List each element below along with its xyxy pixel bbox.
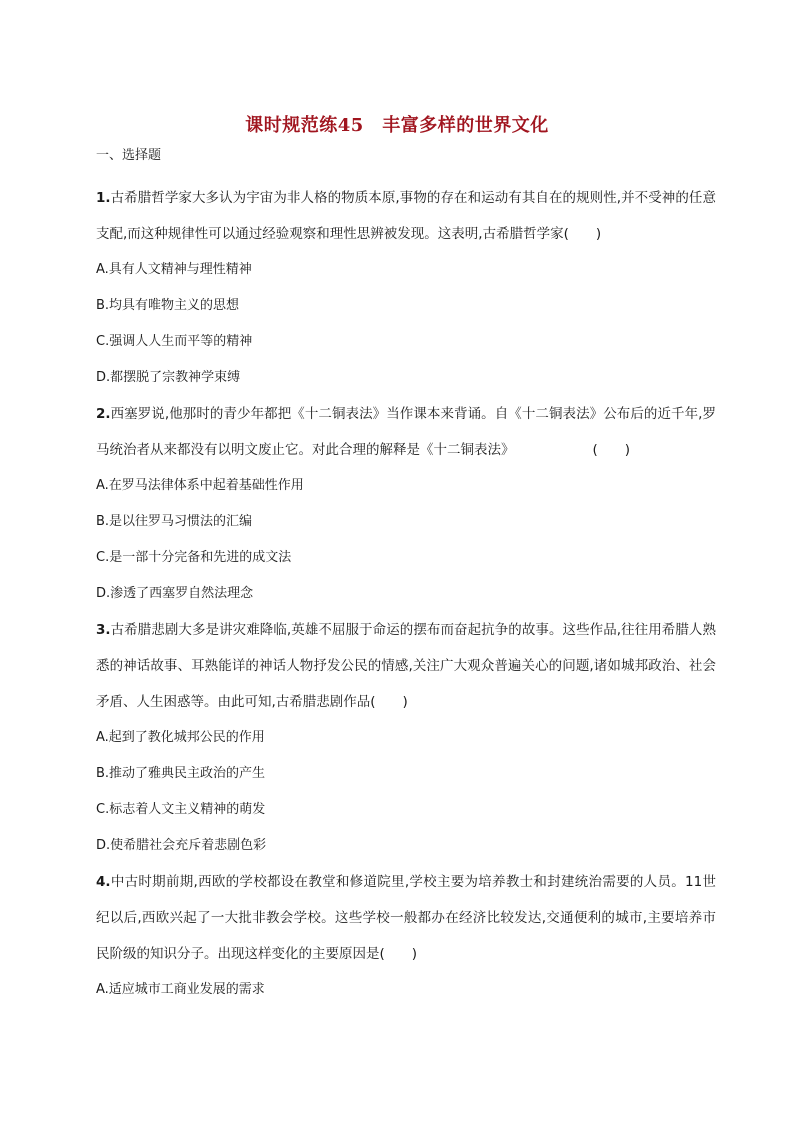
question-2 (96, 396, 716, 468)
answer-parentheses: ( ) (592, 442, 631, 458)
option-c: C.是一部十分完备和先进的成文法 (96, 550, 292, 565)
option-d: D.都摆脱了宗教神学束缚 (96, 370, 241, 385)
question-4 (96, 864, 716, 972)
question-stem: 古希腊悲剧大多是讲灾难降临,英雄不屈服于命运的摆布而奋起抗争的故事。这些作品,往往用希腊人熟悉的神话故事、耳熟能详的神话人物抒发公民的情感,关注广大观众普遍关心的问题,诸如城邦政治、社会矛盾、人生困惑等。由此可知,古希腊悲剧作品( ) (96, 622, 716, 710)
question-stem: 西塞罗说,他那时的青少年都把《十二铜表法》当作课本来背诵。自《十二铜表法》公布后的近千年,罗马统治者从来都没有以明文废止它。对此合理的解释是《十二铜表法》 (96, 406, 716, 458)
page-title: 课时规范练45 丰富多样的世界文化 (245, 115, 549, 136)
exercise-content (96, 146, 716, 1008)
option-a: A.起到了教化城邦公民的作用 (96, 730, 265, 745)
option-a: A.具有人文精神与理性精神 (96, 262, 252, 277)
question-1 (96, 180, 716, 252)
option-c: C.标志着人文主义精神的萌发 (96, 802, 266, 817)
question-3 (96, 612, 716, 720)
option-d: D.使希腊社会充斥着悲剧色彩 (96, 838, 267, 853)
option-b: B.均具有唯物主义的思想 (96, 298, 240, 313)
question-number: 3. (96, 622, 111, 638)
question-number: 2. (96, 406, 111, 422)
option-b: B.是以往罗马习惯法的汇编 (96, 514, 253, 529)
option-a: A.适应城市工商业发展的需求 (96, 982, 265, 997)
option-b: B.推动了雅典民主政治的产生 (96, 766, 266, 781)
section-heading: 一、选择题 (96, 148, 162, 163)
question-stem: 中古时期前期,西欧的学校都设在教堂和修道院里,学校主要为培养教士和封建统治需要的人员。11世纪以后,西欧兴起了一大批非教会学校。这些学校一般都办在经济比较发达,交通便利的城市,主要培养市民阶级的知识分子。出现这样变化的主要原因是( ) (96, 874, 716, 962)
question-number: 1. (96, 190, 111, 206)
question-number: 4. (96, 874, 111, 890)
option-d: D.渗透了西塞罗自然法理念 (96, 586, 254, 601)
question-stem: 古希腊哲学家大多认为宇宙为非人格的物质本原,事物的存在和运动有其自在的规则性,并不受神的任意支配,而这种规律性可以通过经验观察和理性思辨被发现。这表明,古希腊哲学家( ) (96, 190, 716, 242)
option-c: C.强调人人生而平等的精神 (96, 334, 253, 349)
option-a: A.在罗马法律体系中起着基础性作用 (96, 478, 304, 493)
